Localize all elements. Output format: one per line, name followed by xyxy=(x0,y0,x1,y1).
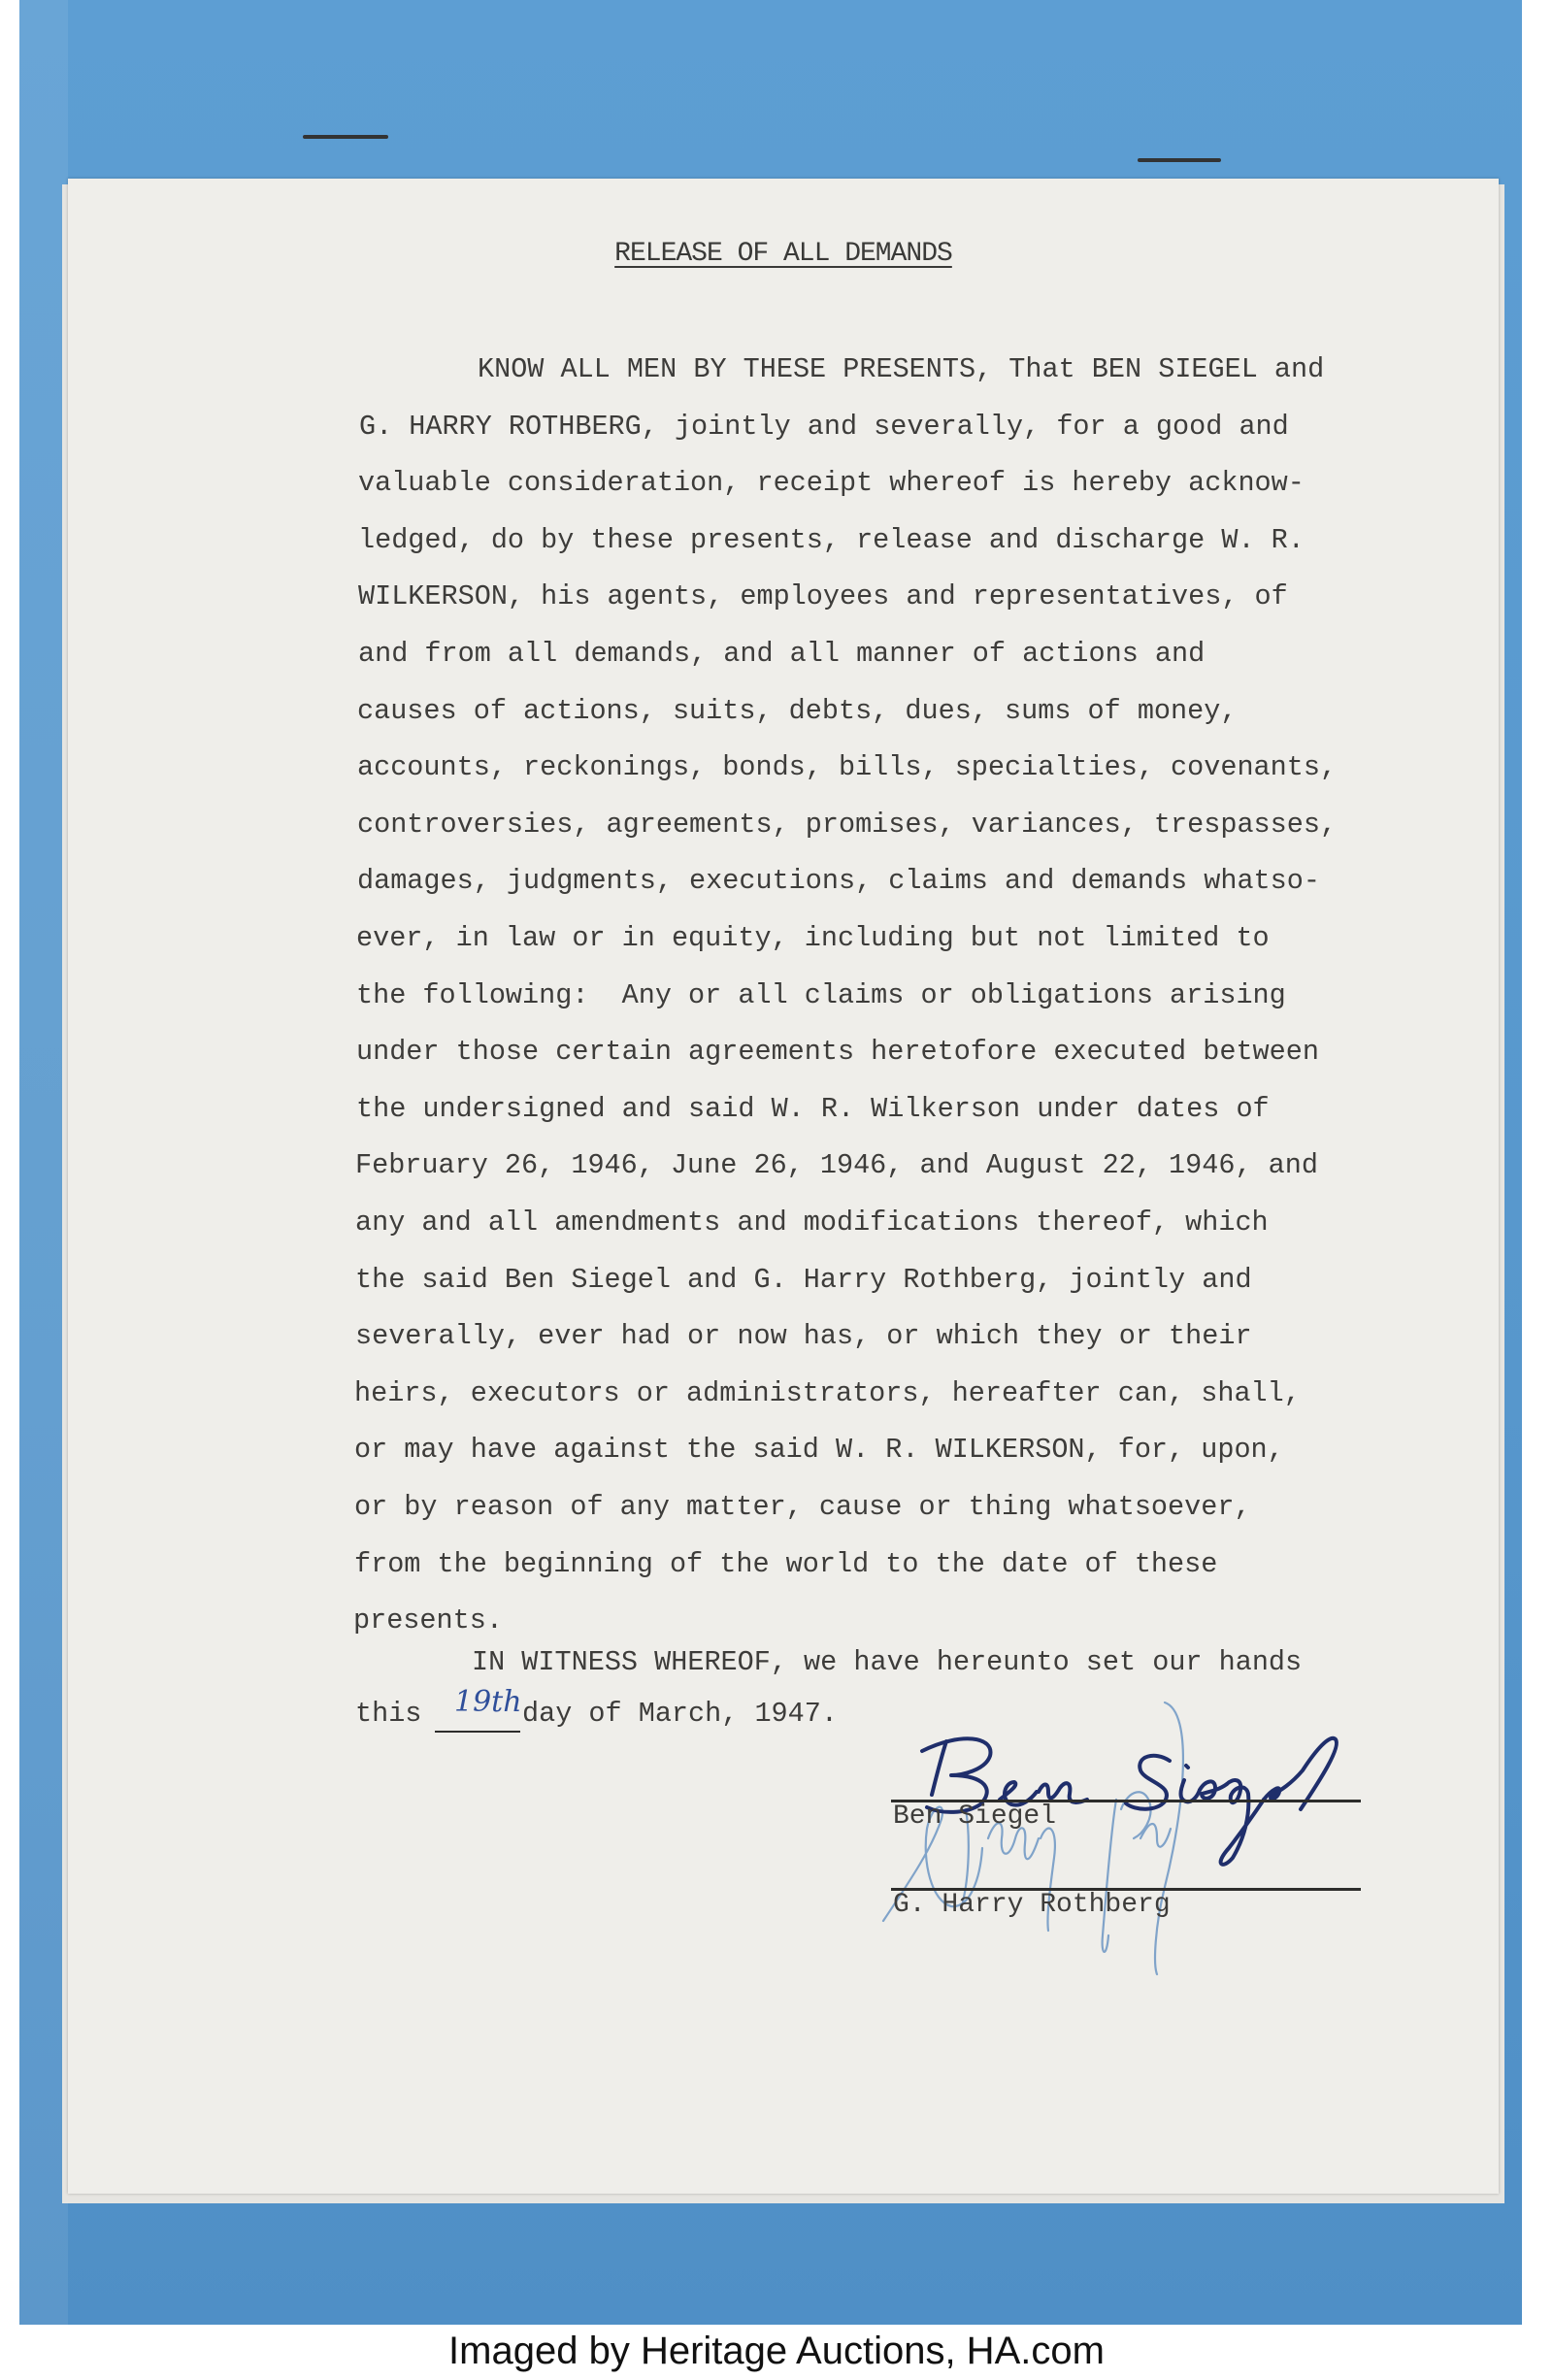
body-line: the undersigned and said W. R. Wilkerson under dates of xyxy=(356,1092,1270,1125)
date-blank xyxy=(435,1731,520,1733)
body-line: causes of actions, suits, debts, dues, sums of money, xyxy=(357,694,1238,727)
body-line: and from all demands, and all manner of actions and xyxy=(358,638,1206,670)
staple-right xyxy=(1138,158,1221,162)
body-line: controversies, agreements, promises, variances, trespasses, xyxy=(357,808,1338,841)
date-suffix: day of March, 1947. xyxy=(522,1698,838,1730)
body-line: valuable consideration, receipt whereof is hereby acknow- xyxy=(358,467,1305,500)
body-line: ledged, do by these presents, release and discharge W. R. xyxy=(358,523,1305,556)
body-line: or by reason of any matter, cause or thing whatsoever, xyxy=(354,1491,1251,1523)
body-line: damages, judgments, executions, claims and demands whatso- xyxy=(357,865,1320,898)
body-line: under those certain agreements heretofore executed between xyxy=(356,1036,1319,1069)
body-line: WILKERSON, his agents, employees and representatives, of xyxy=(358,580,1288,613)
body-line: severally, ever had or now has, or which they or their xyxy=(355,1320,1252,1353)
handwritten-date: 19th xyxy=(454,1685,522,1719)
body-line: February 26, 1946, June 26, 1946, and August 22, 1946, and xyxy=(355,1149,1318,1182)
document-title: RELEASE OF ALL DEMANDS xyxy=(614,239,952,269)
body-line: G. HARRY ROTHBERG, jointly and severally, for a good and xyxy=(359,410,1289,443)
body-line: the following: Any or all claims or obligations arising xyxy=(356,978,1286,1011)
body-line: the said Ben Siegel and G. Harry Rothberg, jointly and xyxy=(355,1263,1252,1296)
body-line: accounts, reckonings, bonds, bills, specialties, covenants, xyxy=(357,751,1338,784)
body-line: ever, in law or in equity, including but not limited to xyxy=(356,922,1270,954)
folder-edge xyxy=(19,0,68,2325)
body-line: or may have against the said W. R. WILKERSON, for, upon, xyxy=(354,1434,1284,1467)
signature-rothberg xyxy=(874,1693,1281,1984)
body-line: heirs, executors or administrators, hereafter can, shall, xyxy=(354,1376,1301,1409)
body-line: any and all amendments and modifications thereof, which xyxy=(355,1207,1269,1239)
image-credit-caption: Imaged by Heritage Auctions, HA.com xyxy=(448,2330,1105,2372)
typed-name-siegel: Ben Siegel xyxy=(893,1802,1057,1832)
date-prefix: this xyxy=(355,1698,422,1730)
staple-left xyxy=(303,135,388,139)
body-line: from the beginning of the world to the date of these xyxy=(354,1547,1218,1580)
witness-line: IN WITNESS WHEREOF, we have hereunto set our hands xyxy=(472,1646,1303,1678)
document-page xyxy=(68,179,1499,2194)
typed-name-rothberg: G. Harry Rothberg xyxy=(893,1890,1171,1920)
body-line: presents. xyxy=(353,1604,503,1637)
body-line: KNOW ALL MEN BY THESE PRESENTS, That BEN SIEGEL and xyxy=(478,353,1325,385)
